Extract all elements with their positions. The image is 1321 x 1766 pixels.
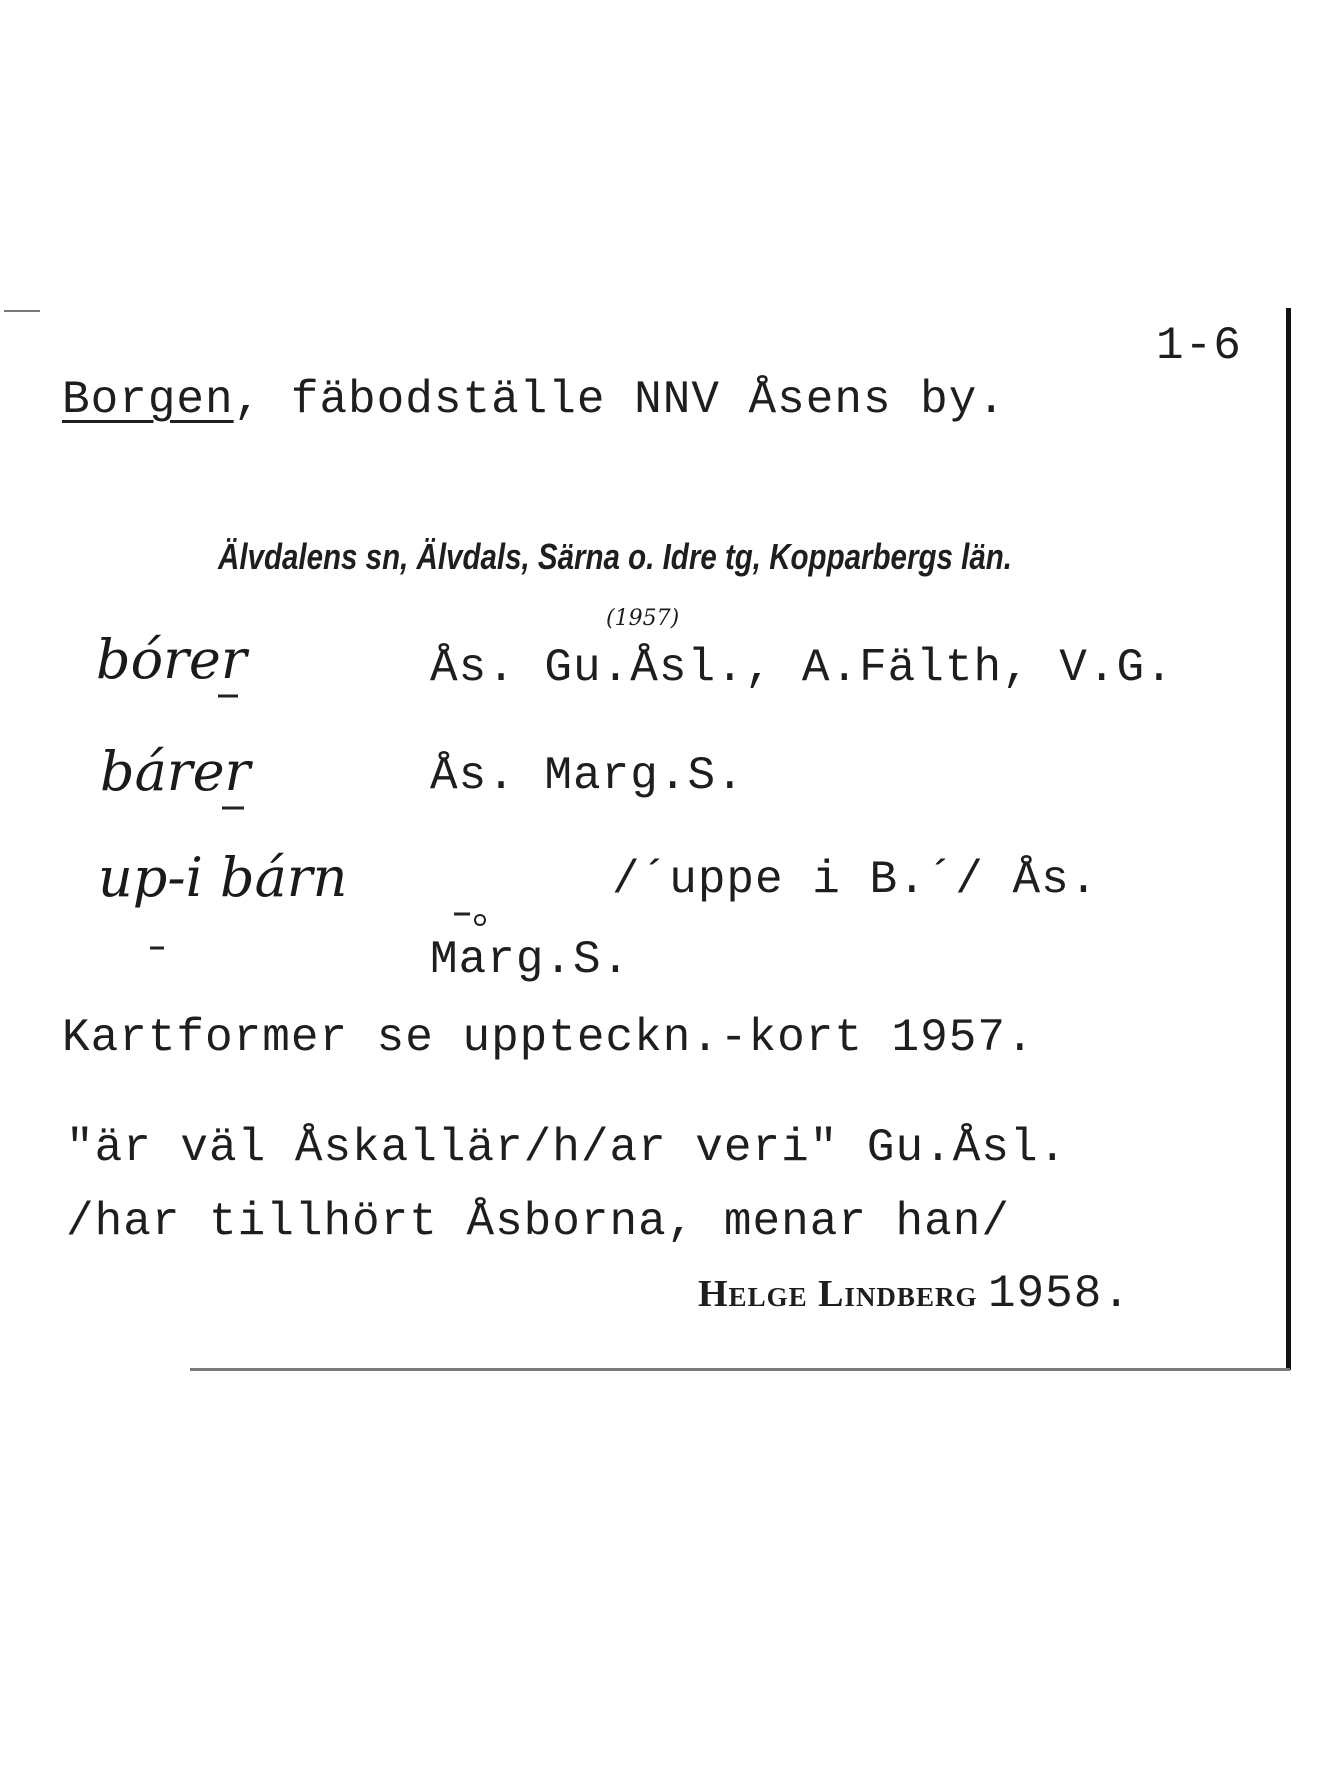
recorder-year: 1958.: [987, 1268, 1131, 1320]
card-number: 1-6: [1156, 320, 1242, 372]
ring-mark: [475, 915, 485, 925]
entry-2-informants: Ås. Marg.S.: [430, 750, 745, 802]
dialect-form-1: bórer: [96, 628, 247, 691]
note-explanation: /har tillhört Åsborna, menar han/: [66, 1196, 1010, 1248]
parish-line: Älvdalens sn, Älvdals, Särna o. Idre tg, Kopparbergs län.: [218, 536, 1012, 577]
entry-3-gloss: /´uppe i B.´/ Ås.: [612, 854, 1099, 906]
heading-description: , fäbodställe NNV Åsens by.: [233, 374, 1006, 426]
recorder-name: Helge Lindberg: [698, 1273, 978, 1315]
headword: Borgen: [62, 374, 234, 426]
note-map-forms: Kartformer se uppteckn.-kort 1957.: [62, 1012, 1035, 1064]
dialect-form-2: bárer: [100, 740, 251, 803]
year-annotation: (1957): [606, 606, 680, 631]
note-quote: "är väl Åskallär/h/ar veri" Gu.Åsl.: [66, 1122, 1068, 1174]
entry-1-informants: Ås. Gu.Åsl., A.Fälth, V.G.: [430, 642, 1174, 694]
entry-3-informant: Marg.S.: [430, 934, 631, 986]
dialect-form-3: up-i bárn: [98, 846, 348, 909]
